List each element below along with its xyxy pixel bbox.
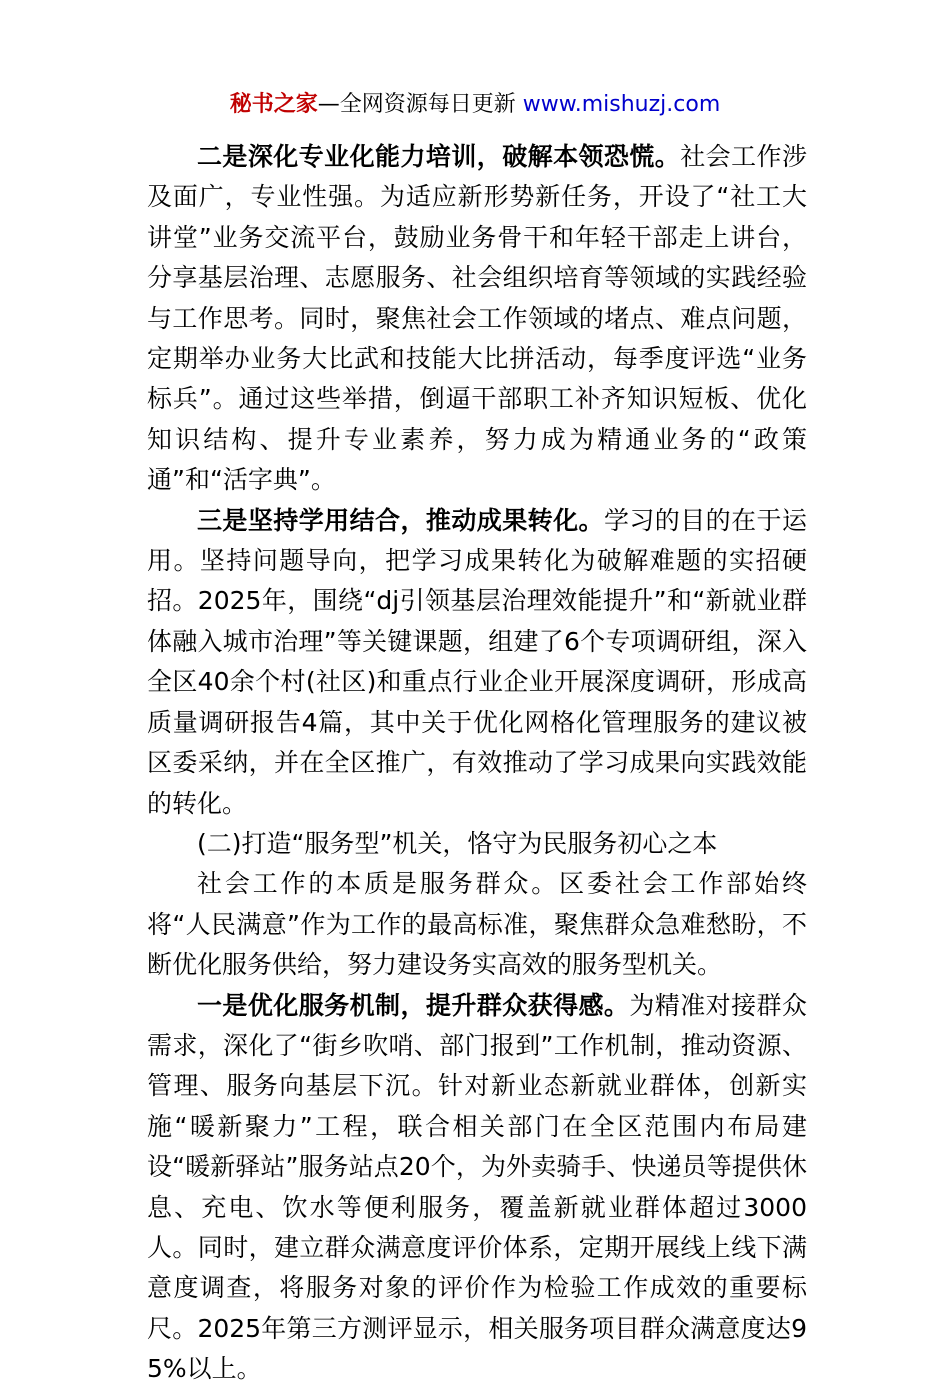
paragraph-lead: 三是坚持学用结合，推动成果转化。	[197, 505, 604, 535]
paragraph-text: 学习的目的在于运用。坚持问题导向，把学习成果转化为破解难题的实招硬招。2025年，围绕“dj引领基层治理效能提升”和“新就业群体融入城市治理”等关键课题，组建了6个专项调研组，深入全区40余个村(社区)和重点行业企业开展深度调研，形成高质量调研报告4篇，其中关于优化网格化管理服务的建议被区委采纳，并在全区推广，有效推动了学习成果向实践效能的转化。	[147, 505, 807, 818]
paragraph-text: 社会工作的本质是服务群众。区委社会工作部始终将“人民满意”作为工作的最高标准，聚焦群众急难愁盼，不断优化服务供给，努力建设务实高效的服务型机关。	[147, 869, 807, 980]
brand-name: 秘书之家	[229, 92, 318, 117]
paragraph-lead: 一是优化服务机制，提升群众获得感。	[197, 990, 630, 1020]
site-url-link[interactable]: www.mishuzj.com	[522, 92, 721, 117]
paragraph-application	[147, 501, 807, 824]
document-body	[147, 137, 807, 1390]
paragraph-intro	[147, 864, 807, 985]
section-heading	[147, 824, 807, 864]
paragraph-text: 为精准对接群众需求，深化了“街乡吹哨、部门报到”工作机制，推动资源、管理、服务向基层下沉。针对新业态新就业群体，创新实施“暖新聚力”工程，联合相关部门在全区范围内布局建设“暖新驿站”服务站点20个，为外卖骑手、快递员等提供休息、充电、饮水等便利服务，覆盖新就业群体超过3000人。同时，建立群众满意度评价体系，定期开展线上线下满意度调查，将服务对象的评价作为检验工作成效的重要标尺。2025年第三方测评显示，相关服务项目群众满意度达95%以上。	[147, 990, 807, 1384]
section-heading-text: (二)打造“服务型”机关，恪守为民服务初心之本	[197, 828, 718, 858]
paragraph-service	[147, 986, 807, 1390]
header-tagline: —全网资源每日更新	[317, 92, 523, 117]
site-header	[0, 88, 950, 122]
paragraph-training	[147, 137, 807, 501]
paragraph-text: 社会工作涉及面广，专业性强。为适应新形势新任务，开设了“社工大讲堂”业务交流平台，鼓励业务骨干和年轻干部走上讲台，分享基层治理、志愿服务、社会组织培育等领域的实践经验与工作思考。同时，聚焦社会工作领域的堵点、难点问题，定期举办业务大比武和技能大比拼活动，每季度评选“业务标兵”。通过这些举措，倒逼干部职工补齐知识短板、优化知识结构、提升专业素养，努力成为精通业务的“政策通”和“活字典”。	[147, 142, 807, 495]
paragraph-lead: 二是深化专业化能力培训，破解本领恐慌。	[197, 142, 681, 171]
